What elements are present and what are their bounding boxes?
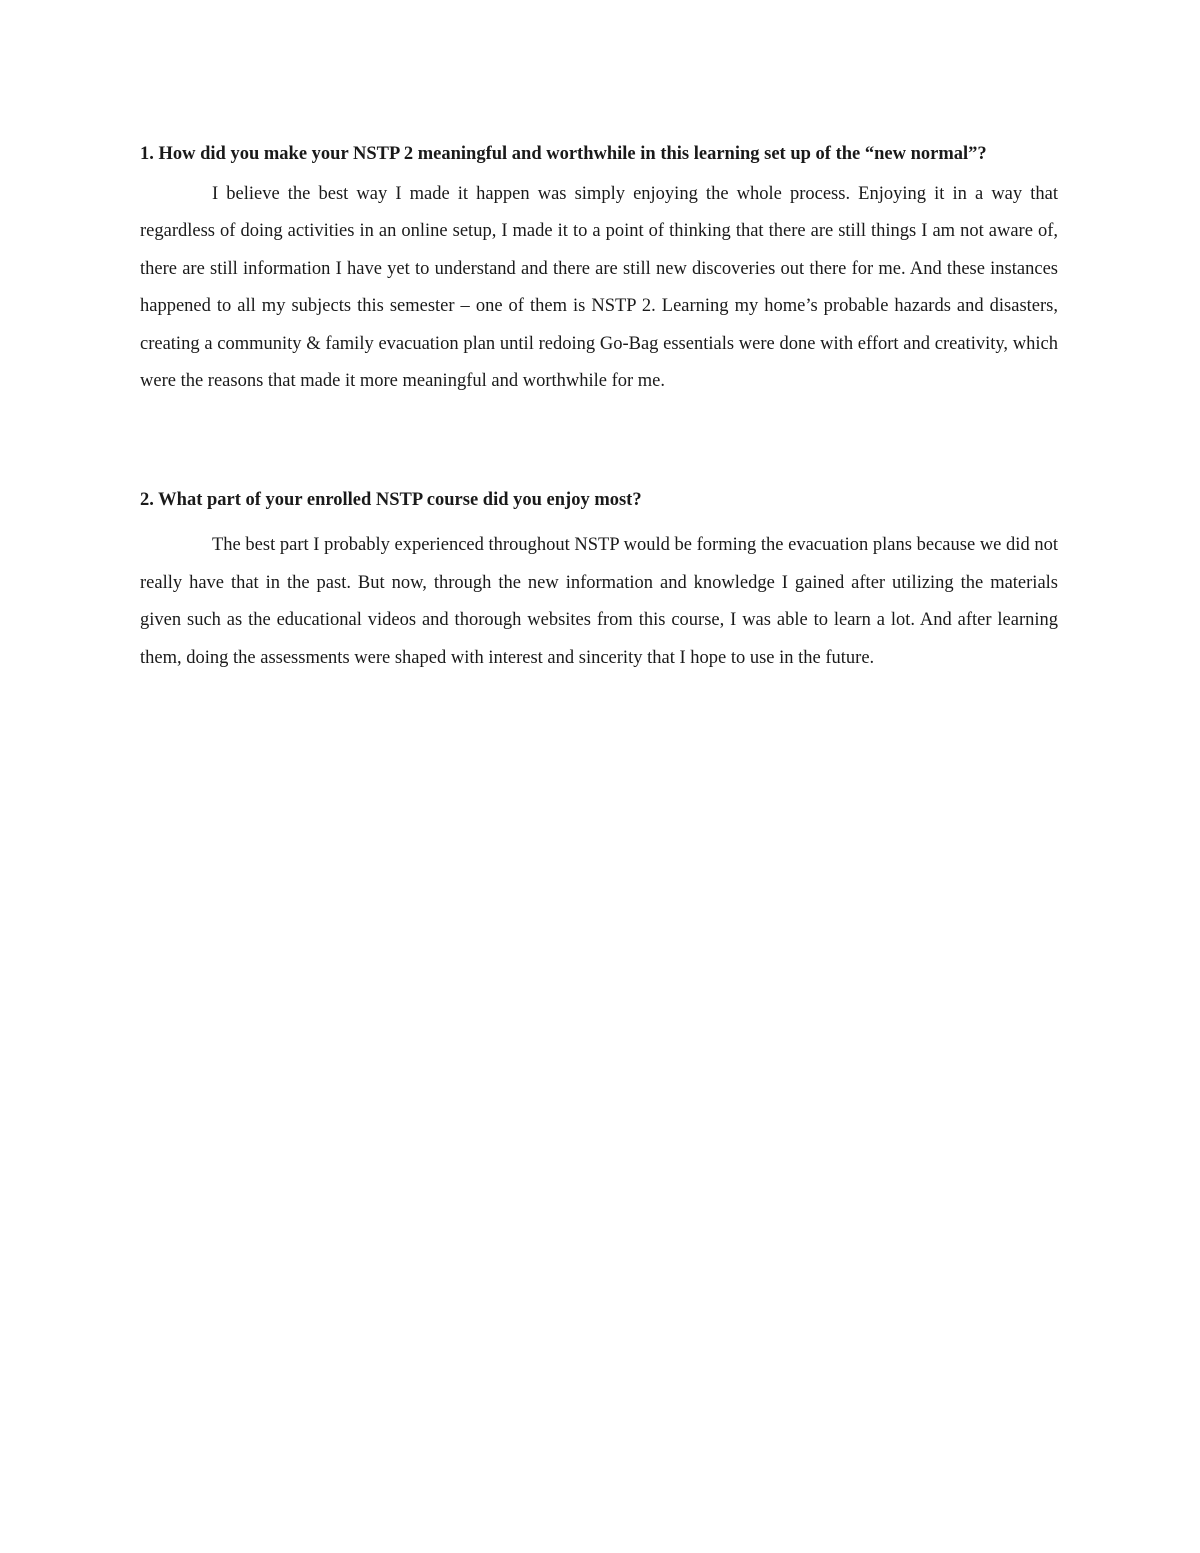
answer-2-paragraph: The best part I probably experienced throughout NSTP would be forming the evacuation plans because we did not really have that in the past. But now, through the new information and knowledge I gained after utilizing the materials given such as the educational videos and thorough websites from this course, I was able to learn a lot. And after learning them, doing the assessments were shaped with interest and sincerity that I hope to use in the future. bbox=[140, 535, 1058, 668]
question-1-heading: 1. How did you make your NSTP 2 meaningful and worthwhile in this learning set up of the “new normal”? bbox=[140, 144, 987, 164]
answer-1-paragraph: I believe the best way I made it happen was simply enjoying the whole process. Enjoying it in a way that regardless of doing activities in an online setup, I made it to a point of thinking that there are still things I am not aware of, there are still information I have yet to understand and there are still new discoveries out there for me. And these instances happened to all my subjects this semester – one of them is NSTP 2. Learning my home’s probable hazards and disasters, creating a community & family evacuation plan until redoing Go-Bag essentials were done with effort and creativity, which were the reasons that made it more meaningful and worthwhile for me. bbox=[140, 184, 1058, 392]
document-body bbox=[140, 141, 1058, 677]
question-2-heading: 2. What part of your enrolled NSTP course did you enjoy most? bbox=[140, 490, 642, 511]
